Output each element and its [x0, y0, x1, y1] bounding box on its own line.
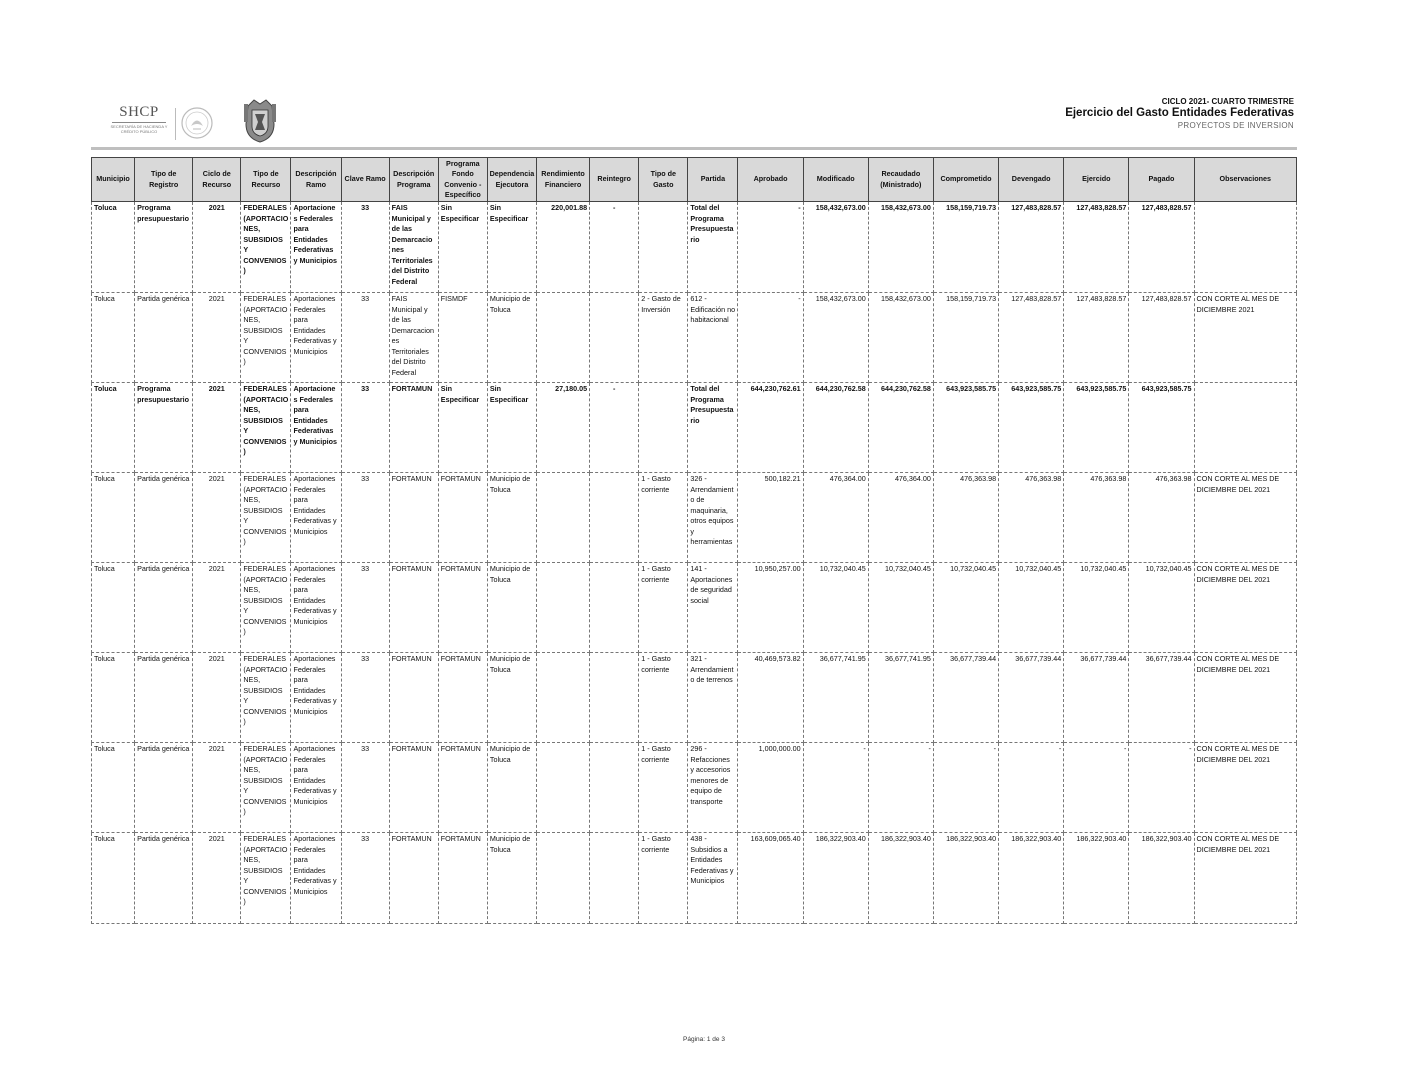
shcp-logo-subtext: SECRETARÍA DE HACIENDA Y CRÉDITO PÚBLICO	[110, 124, 168, 134]
cell-devengado: 643,923,585.75	[999, 383, 1064, 473]
column-header: Descripción Ramo	[291, 158, 341, 202]
table-row	[92, 833, 1297, 924]
cell-rendimiento	[537, 563, 590, 653]
cell-aprobado: 10,950,257.00	[738, 563, 803, 653]
cell-modificado: -	[803, 743, 868, 833]
column-header: Reintegro	[590, 158, 639, 202]
cell-recaudado: 644,230,762.58	[868, 383, 933, 473]
cell-dependencia: Municipio de Toluca	[487, 563, 536, 653]
cell-comprometido: 186,322,903.40	[933, 833, 998, 924]
cell-tipo-registro: Partida genérica	[135, 743, 193, 833]
table-header-row	[92, 158, 1297, 202]
cell-modificado: 36,677,741.95	[803, 653, 868, 743]
cell-aprobado: -	[738, 202, 803, 293]
cell-pagado: 10,732,040.45	[1129, 563, 1194, 653]
cell-pagado: 186,322,903.40	[1129, 833, 1194, 924]
cell-pagado: 127,483,828.57	[1129, 202, 1194, 293]
cell-devengado: 476,363.98	[999, 473, 1064, 563]
column-header: Observaciones	[1194, 158, 1296, 202]
cell-municipio: Toluca	[92, 653, 135, 743]
cell-aprobado: 163,609,065.40	[738, 833, 803, 924]
shcp-logo-text: SHCP	[119, 104, 159, 120]
report-cycle: CICLO 2021- CUARTO TRIMESTRE	[1161, 97, 1294, 106]
cell-dependencia: Municipio de Toluca	[487, 743, 536, 833]
cell-programa-fondo: FISMDF	[438, 293, 487, 383]
cell-desc-programa: FORTAMUN	[389, 473, 438, 563]
cell-desc-programa: FORTAMUN	[389, 743, 438, 833]
cell-comprometido: -	[933, 743, 998, 833]
column-header: Descripción Programa	[389, 158, 438, 202]
table-row	[92, 563, 1297, 653]
cell-partida: 438 - Subsidios a Entidades Federativas y Municipios	[688, 833, 738, 924]
cell-tipo-registro: Partida genérica	[135, 833, 193, 924]
column-header: Programa Fondo Convenio - Específico	[438, 158, 487, 202]
cell-ejercido: 643,923,585.75	[1064, 383, 1129, 473]
column-header: Modificado	[803, 158, 868, 202]
cell-pagado: 643,923,585.75	[1129, 383, 1194, 473]
cell-programa-fondo: FORTAMUN	[438, 743, 487, 833]
cell-devengado: 36,677,739.44	[999, 653, 1064, 743]
cell-comprometido: 36,677,739.44	[933, 653, 998, 743]
cell-ciclo: 2021	[193, 653, 241, 743]
cell-reintegro	[590, 833, 639, 924]
table-row	[92, 293, 1297, 383]
cell-programa-fondo: FORTAMUN	[438, 563, 487, 653]
cell-clave-ramo: 33	[341, 743, 389, 833]
cell-desc-ramo: Aportaciones Federales para Entidades Federativas y Municipios	[291, 473, 341, 563]
column-header: Partida	[688, 158, 738, 202]
cell-clave-ramo: 33	[341, 293, 389, 383]
cell-recaudado: 476,364.00	[868, 473, 933, 563]
cell-ciclo: 2021	[193, 743, 241, 833]
column-header: Devengado	[999, 158, 1064, 202]
cell-tipo-registro: Partida genérica	[135, 293, 193, 383]
column-header: Aprobado	[738, 158, 803, 202]
cell-aprobado: 500,182.21	[738, 473, 803, 563]
cell-tipo-recurso: FEDERALES (APORTACIONES, SUBSIDIOS Y CONVENIOS)	[241, 473, 291, 563]
cell-pagado: 127,483,828.57	[1129, 293, 1194, 383]
budget-table	[91, 157, 1297, 924]
cell-desc-ramo: Aportaciones Federales para Entidades Federativas y Municipios	[291, 833, 341, 924]
cell-tipo-gasto	[639, 202, 688, 293]
logo-divider	[175, 108, 176, 140]
cell-ciclo: 2021	[193, 383, 241, 473]
cell-desc-programa: FAIS Municipal y de las Demarcaciones Territoriales del Distrito Federal	[389, 293, 438, 383]
cell-tipo-gasto: 1 - Gasto corriente	[639, 653, 688, 743]
cell-modificado: 158,432,673.00	[803, 202, 868, 293]
cell-devengado: 127,483,828.57	[999, 202, 1064, 293]
column-header: Ciclo de Recurso	[193, 158, 241, 202]
cell-devengado: 10,732,040.45	[999, 563, 1064, 653]
cell-comprometido: 476,363.98	[933, 473, 998, 563]
table-row	[92, 473, 1297, 563]
table-row	[92, 202, 1297, 293]
shcp-logo	[108, 104, 170, 144]
cell-desc-ramo: Aportaciones Federales para Entidades Federativas y Municipios	[291, 743, 341, 833]
column-header: Tipo de Registro	[135, 158, 193, 202]
cell-desc-programa: FORTAMUN	[389, 653, 438, 743]
cell-tipo-registro: Programa presupuestario	[135, 202, 193, 293]
cell-tipo-gasto: 1 - Gasto corriente	[639, 473, 688, 563]
cell-ciclo: 2021	[193, 473, 241, 563]
cell-desc-ramo: Aportaciones Federales para Entidades Federativas y Municipios	[291, 202, 341, 293]
cell-rendimiento: 27,180.05	[537, 383, 590, 473]
cell-comprometido: 643,923,585.75	[933, 383, 998, 473]
state-coat-of-arms-icon	[240, 98, 280, 144]
cell-recaudado: 10,732,040.45	[868, 563, 933, 653]
cell-desc-ramo: Aportaciones Federales para Entidades Federativas y Municipios	[291, 293, 341, 383]
cell-clave-ramo: 33	[341, 473, 389, 563]
cell-devengado: 186,322,903.40	[999, 833, 1064, 924]
cell-devengado: -	[999, 743, 1064, 833]
cell-dependencia: Municipio de Toluca	[487, 833, 536, 924]
cell-reintegro	[590, 293, 639, 383]
cell-desc-ramo: Aportaciones Federales para Entidades Federativas y Municipios	[291, 563, 341, 653]
cell-partida: Total del Programa Presupuestario	[688, 383, 738, 473]
cell-desc-ramo: Aportaciones Federales para Entidades Federativas y Municipios	[291, 653, 341, 743]
cell-rendimiento	[537, 293, 590, 383]
cell-desc-programa: FAIS Municipal y de las Demarcaciones Territoriales del Distrito Federal	[389, 202, 438, 293]
cell-partida: Total del Programa Presupuestario	[688, 202, 738, 293]
cell-dependencia: Sin Especificar	[487, 383, 536, 473]
cell-reintegro	[590, 653, 639, 743]
cell-observaciones: CON CORTE AL MES DE DICIEMBRE DEL 2021	[1194, 563, 1296, 653]
cell-ciclo: 2021	[193, 202, 241, 293]
cell-clave-ramo: 33	[341, 833, 389, 924]
cell-ciclo: 2021	[193, 563, 241, 653]
cell-tipo-gasto: 2 - Gasto de Inversión	[639, 293, 688, 383]
cell-ejercido: -	[1064, 743, 1129, 833]
cell-tipo-registro: Partida genérica	[135, 653, 193, 743]
cell-comprometido: 158,159,719.73	[933, 202, 998, 293]
cell-aprobado: -	[738, 293, 803, 383]
column-header: Rendimiento Financiero	[537, 158, 590, 202]
cell-comprometido: 158,159,719.73	[933, 293, 998, 383]
cell-tipo-gasto	[639, 383, 688, 473]
cell-tipo-recurso: FEDERALES (APORTACIONES, SUBSIDIOS Y CONVENIOS)	[241, 293, 291, 383]
cell-recaudado: 36,677,741.95	[868, 653, 933, 743]
cell-reintegro	[590, 473, 639, 563]
cell-tipo-recurso: FEDERALES (APORTACIONES, SUBSIDIOS Y CONVENIOS)	[241, 653, 291, 743]
cell-programa-fondo: Sin Especificar	[438, 202, 487, 293]
cell-observaciones: CON CORTE AL MES DE DICIEMBRE DEL 2021	[1194, 653, 1296, 743]
cell-dependencia: Municipio de Toluca	[487, 293, 536, 383]
column-header: Ejercido	[1064, 158, 1129, 202]
cell-municipio: Toluca	[92, 743, 135, 833]
cell-clave-ramo: 33	[341, 202, 389, 293]
cell-partida: 296 - Refacciones y accesorios menores de equipo de transporte	[688, 743, 738, 833]
report-header	[1065, 97, 1294, 131]
cell-reintegro: -	[590, 383, 639, 473]
cell-tipo-registro: Partida genérica	[135, 563, 193, 653]
cell-observaciones: CON CORTE AL MES DE DICIEMBRE DEL 2021	[1194, 833, 1296, 924]
report-subtitle: PROYECTOS DE INVERSION	[1177, 121, 1294, 130]
cell-aprobado: 1,000,000.00	[738, 743, 803, 833]
cell-rendimiento: 220,001.88	[537, 202, 590, 293]
cell-reintegro: -	[590, 202, 639, 293]
cell-aprobado: 40,469,573.82	[738, 653, 803, 743]
cell-pagado: -	[1129, 743, 1194, 833]
cell-ejercido: 476,363.98	[1064, 473, 1129, 563]
cell-rendimiento	[537, 833, 590, 924]
cell-programa-fondo: FORTAMUN	[438, 473, 487, 563]
cell-modificado: 158,432,673.00	[803, 293, 868, 383]
cell-clave-ramo: 33	[341, 653, 389, 743]
table-row	[92, 743, 1297, 833]
column-header: Clave Ramo	[341, 158, 389, 202]
page-number: Página: 1 de 3	[683, 1036, 725, 1043]
cell-aprobado: 644,230,762.61	[738, 383, 803, 473]
cell-ciclo: 2021	[193, 833, 241, 924]
report-title: Ejercicio del Gasto Entidades Federativas	[1065, 107, 1294, 119]
column-header: Recaudado (Ministrado)	[868, 158, 933, 202]
column-header: Tipo de Recurso	[241, 158, 291, 202]
cell-partida: 321 - Arrendamiento de terrenos	[688, 653, 738, 743]
cell-ejercido: 127,483,828.57	[1064, 202, 1129, 293]
cell-pagado: 36,677,739.44	[1129, 653, 1194, 743]
cell-recaudado: 158,432,673.00	[868, 293, 933, 383]
cell-desc-programa: FORTAMUN	[389, 383, 438, 473]
cell-observaciones: CON CORTE AL MES DE DICIEMBRE DEL 2021	[1194, 743, 1296, 833]
column-header: Comprometido	[933, 158, 998, 202]
cell-observaciones: CON CORTE AL MES DE DICIEMBRE DEL 2021	[1194, 473, 1296, 563]
cell-tipo-recurso: FEDERALES (APORTACIONES, SUBSIDIOS Y CONVENIOS)	[241, 383, 291, 473]
cell-partida: 141 - Aportaciones de seguridad social	[688, 563, 738, 653]
cell-pagado: 476,363.98	[1129, 473, 1194, 563]
cell-municipio: Toluca	[92, 383, 135, 473]
cell-dependencia: Sin Especificar	[487, 202, 536, 293]
cell-tipo-registro: Programa presupuestario	[135, 383, 193, 473]
cell-municipio: Toluca	[92, 473, 135, 563]
cell-programa-fondo: Sin Especificar	[438, 383, 487, 473]
cell-ejercido: 127,483,828.57	[1064, 293, 1129, 383]
cell-partida: 612 - Edificación no habitacional	[688, 293, 738, 383]
table-row	[92, 653, 1297, 743]
mexico-seal-icon	[180, 106, 214, 140]
column-header: Tipo de Gasto	[639, 158, 688, 202]
cell-modificado: 644,230,762.58	[803, 383, 868, 473]
cell-tipo-registro: Partida genérica	[135, 473, 193, 563]
column-header: Municipio	[92, 158, 135, 202]
cell-devengado: 127,483,828.57	[999, 293, 1064, 383]
cell-municipio: Toluca	[92, 563, 135, 653]
cell-rendimiento	[537, 653, 590, 743]
cell-rendimiento	[537, 743, 590, 833]
cell-municipio: Toluca	[92, 833, 135, 924]
cell-tipo-recurso: FEDERALES (APORTACIONES, SUBSIDIOS Y CONVENIOS)	[241, 833, 291, 924]
cell-tipo-gasto: 1 - Gasto corriente	[639, 743, 688, 833]
cell-reintegro	[590, 563, 639, 653]
table-row	[92, 383, 1297, 473]
header-rule	[91, 147, 1297, 150]
cell-modificado: 10,732,040.45	[803, 563, 868, 653]
cell-ejercido: 36,677,739.44	[1064, 653, 1129, 743]
column-header: Pagado	[1129, 158, 1194, 202]
cell-programa-fondo: FORTAMUN	[438, 653, 487, 743]
cell-partida: 326 - Arrendamiento de maquinaria, otros equipos y herramientas	[688, 473, 738, 563]
cell-modificado: 186,322,903.40	[803, 833, 868, 924]
cell-observaciones	[1194, 383, 1296, 473]
cell-rendimiento	[537, 473, 590, 563]
cell-clave-ramo: 33	[341, 563, 389, 653]
cell-municipio: Toluca	[92, 293, 135, 383]
cell-desc-ramo: Aportaciones Federales para Entidades Federativas y Municipios	[291, 383, 341, 473]
cell-clave-ramo: 33	[341, 383, 389, 473]
cell-recaudado: 158,432,673.00	[868, 202, 933, 293]
cell-desc-programa: FORTAMUN	[389, 833, 438, 924]
cell-recaudado: -	[868, 743, 933, 833]
cell-tipo-recurso: FEDERALES (APORTACIONES, SUBSIDIOS Y CONVENIOS)	[241, 202, 291, 293]
cell-ejercido: 186,322,903.40	[1064, 833, 1129, 924]
cell-desc-programa: FORTAMUN	[389, 563, 438, 653]
cell-ciclo: 2021	[193, 293, 241, 383]
cell-reintegro	[590, 743, 639, 833]
cell-dependencia: Municipio de Toluca	[487, 473, 536, 563]
cell-recaudado: 186,322,903.40	[868, 833, 933, 924]
cell-modificado: 476,364.00	[803, 473, 868, 563]
cell-tipo-recurso: FEDERALES (APORTACIONES, SUBSIDIOS Y CONVENIOS)	[241, 743, 291, 833]
cell-dependencia: Municipio de Toluca	[487, 653, 536, 743]
cell-ejercido: 10,732,040.45	[1064, 563, 1129, 653]
cell-tipo-recurso: FEDERALES (APORTACIONES, SUBSIDIOS Y CONVENIOS)	[241, 563, 291, 653]
cell-programa-fondo: FORTAMUN	[438, 833, 487, 924]
cell-comprometido: 10,732,040.45	[933, 563, 998, 653]
cell-observaciones	[1194, 202, 1296, 293]
cell-observaciones: CON CORTE AL MES DE DICIEMBRE 2021	[1194, 293, 1296, 383]
column-header: Dependencia Ejecutora	[487, 158, 536, 202]
cell-municipio: Toluca	[92, 202, 135, 293]
cell-tipo-gasto: 1 - Gasto corriente	[639, 563, 688, 653]
cell-tipo-gasto: 1 - Gasto corriente	[639, 833, 688, 924]
